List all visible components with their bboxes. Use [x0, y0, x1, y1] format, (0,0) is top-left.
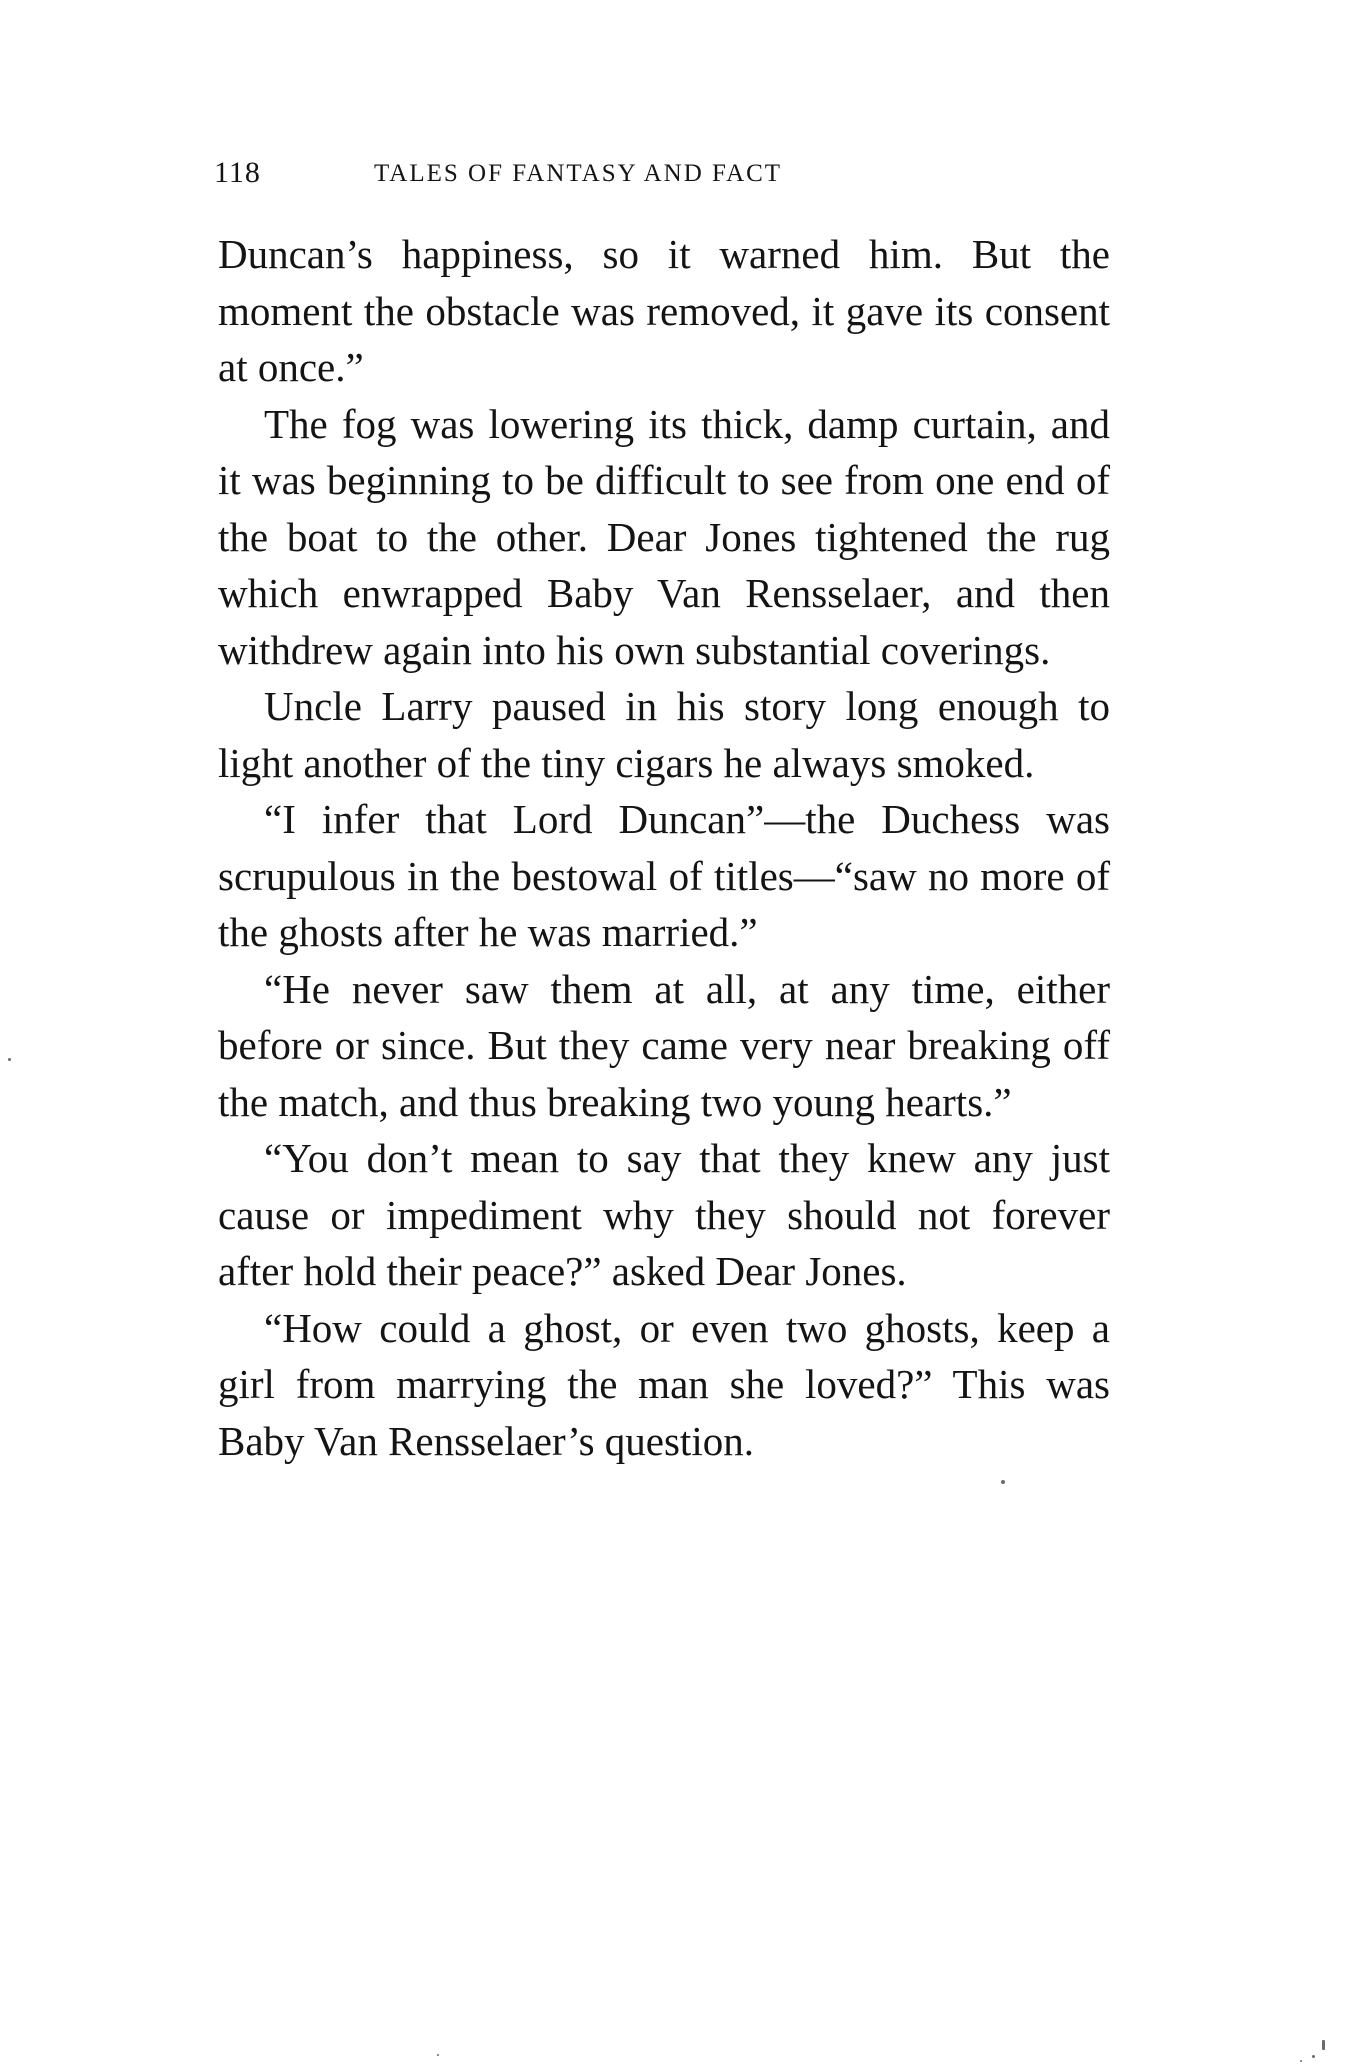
running-title: TALES OF FANTASY AND FACT: [374, 160, 783, 187]
body-text: [218, 226, 1110, 1469]
scan-speck: [1312, 2055, 1315, 2058]
paragraph: Uncle Larry paused in his story long enough to light another of the tiny cigars he always smoked.: [218, 683, 1110, 786]
page-number: 118: [214, 156, 261, 189]
paragraph: “How could a ghost, or even two ghosts, keep a girl from marrying the man she loved?” This was Baby Van Rensselaer’s question.: [218, 1304, 1110, 1464]
scan-speck: [437, 2054, 439, 2056]
paragraph: The fog was lowering its thick, damp curtain, and it was beginning to be difficult to see from one end of the boat to the other. Dear Jones tightened the rug which enwrapped Baby Van Rensselaer, and then withdrew again into his own substantial coverings.: [218, 400, 1110, 673]
paragraph: “I infer that Lord Duncan”—the Duchess was scrupulous in the bestowal of titles—“saw no more of the ghosts after he was married.”: [218, 796, 1110, 955]
paragraph-continued: Duncan’s happiness, so it warned him. But the moment the obstacle was removed, it gave its consent at once.”: [218, 231, 1110, 390]
scan-speck: [1322, 2040, 1325, 2050]
scan-speck: [1300, 2060, 1302, 2062]
running-head: [214, 156, 1114, 196]
paragraph: “He never saw them at all, at any time, either before or since. But they came very near breaking off the match, and thus breaking two young hearts.”: [218, 965, 1110, 1125]
paragraph: “You don’t mean to say that they knew any just cause or impediment why they should not forever after hold their peace?” asked Dear Jones.: [218, 1135, 1110, 1294]
scan-speck: [8, 1058, 11, 1061]
scan-speck: [1001, 1480, 1005, 1484]
